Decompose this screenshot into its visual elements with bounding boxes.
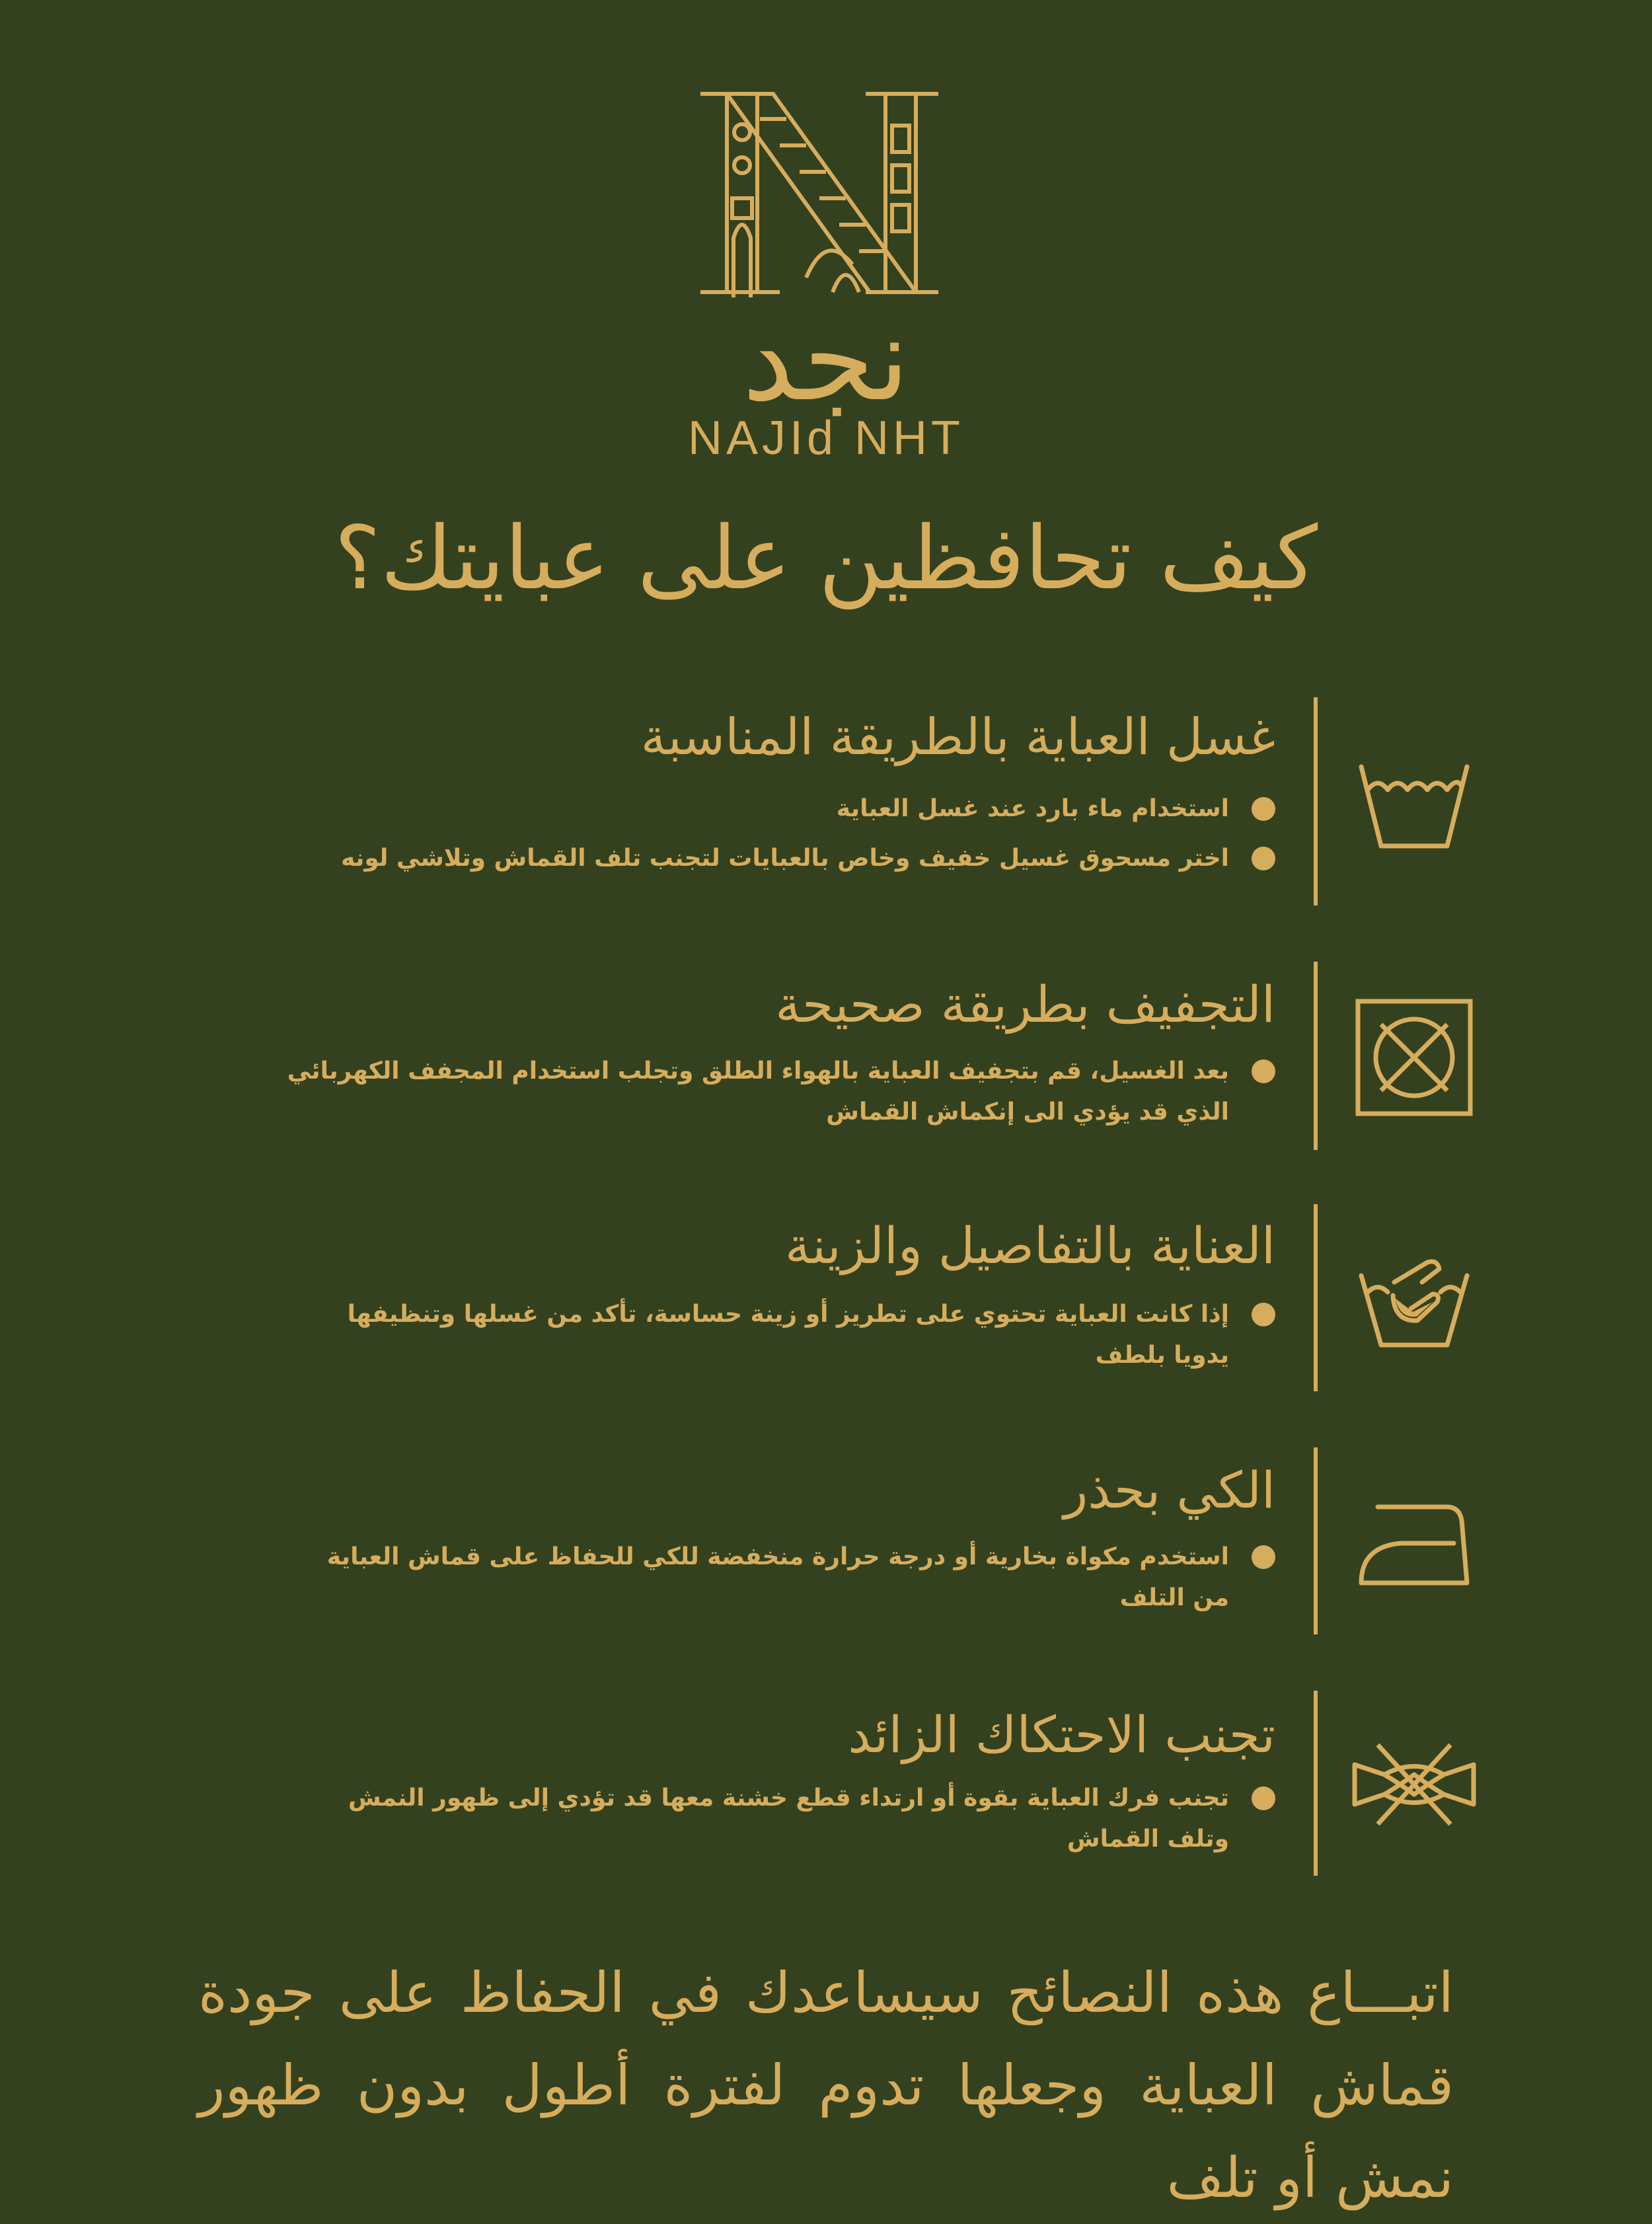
bullet-marker: [1252, 1303, 1275, 1326]
brand-logo-mark: [687, 79, 965, 304]
bullet-item: [284, 1778, 1275, 1860]
iron-icon: [1348, 1477, 1480, 1609]
bullet-item: [284, 1051, 1275, 1133]
bullet-marker: [1252, 1545, 1275, 1569]
hand-wash-icon: [1348, 1236, 1480, 1368]
section-divider: [1314, 962, 1318, 1150]
section-divider: [1314, 697, 1318, 905]
section-title: الكي بحذر: [1063, 1461, 1275, 1519]
bullet-marker: [1252, 797, 1275, 821]
bullet-item: [284, 788, 1275, 829]
bullet-marker: [1252, 1786, 1275, 1810]
no-wring-icon: [1348, 1718, 1480, 1851]
bullet-text: تجنب فرك العباية بقوة أو ارتداء قطع خشنة معها قد تؤدي إلى ظهور النمش وتلف القماش: [348, 1784, 1229, 1853]
section-title: غسل العباية بالطريقة المناسبة: [640, 707, 1275, 766]
bullet-marker: [1252, 847, 1275, 870]
bullet-text: استخدام ماء بارد عند غسل العباية: [836, 795, 1229, 822]
bullet-text: إذا كانت العباية تحتوي على تطريز أو زينة حساسة، تأكد من غسلها وتنظيفها يدويا بلطف: [347, 1301, 1229, 1369]
bullet-text: بعد الغسيل، قم بتجفيف العباية بالهواء الطلق وتجلب استخدام المجفف الكهربائي الذي قد يؤدي الى إنكماش القماش: [287, 1057, 1229, 1126]
section-title: التجفيف بطريقة صحيحة: [775, 975, 1275, 1034]
bullet-marker: [1252, 1059, 1275, 1083]
bullet-item: [284, 1294, 1275, 1376]
no-tumble-dry-icon: [1348, 991, 1480, 1124]
section-title: العناية بالتفاصيل والزينة: [784, 1216, 1275, 1275]
wash-basin-icon: [1348, 740, 1480, 872]
section-divider: [1314, 1204, 1318, 1391]
section-divider: [1314, 1691, 1318, 1876]
bullet-text: استخدم مكواة بخارية أو درجة حرارة منخفضة للكي للحفاظ على قماش العباية من التلف: [326, 1543, 1229, 1611]
section-title: تجنب الاحتكاك الزائد: [848, 1705, 1275, 1764]
bullet-item: [284, 1537, 1275, 1619]
bullet-item: [284, 838, 1275, 879]
section-divider: [1314, 1447, 1318, 1634]
bullet-text: اختر مسحوق غسيل خفيف وخاص بالعبايات لتجنب تلف القماش وتلاشي لونه: [340, 845, 1229, 872]
page-title: كيف تحافظين على عبايتك؟: [334, 508, 1318, 609]
brand-arabic-name: نجد: [742, 293, 910, 427]
footer-note: اتبـــاع هذه النصائح سيساعدك في الحفاظ على جودة قماش العباية وجعلها تدوم لفترة أطول بدون ظهور نمش أو تلف: [198, 1960, 1454, 2210]
brand-latin-name: NAJId NHT: [687, 412, 965, 465]
